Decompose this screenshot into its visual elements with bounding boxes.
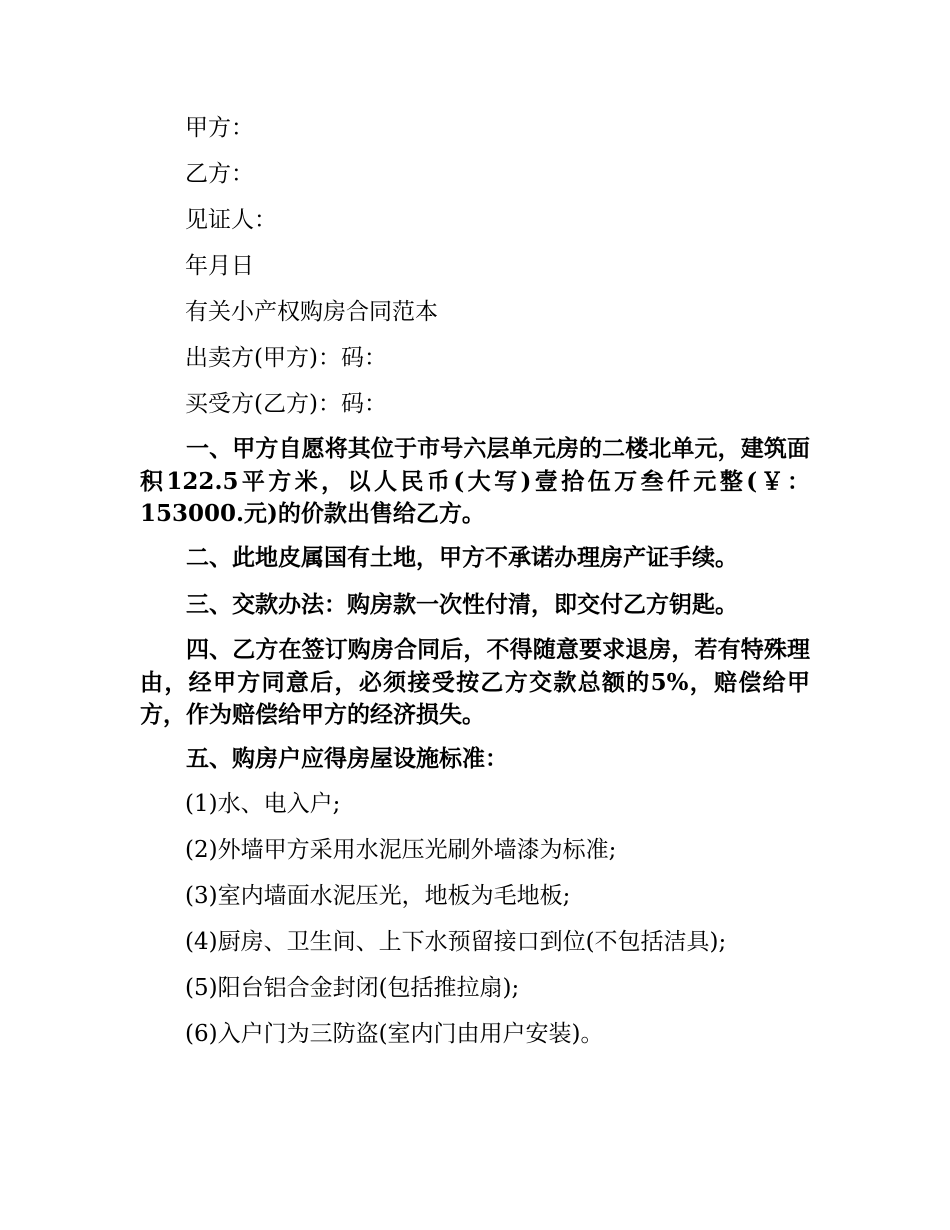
standard-item-3: (3)室内墙面水泥压光，地板为毛地板; (185, 883, 571, 909)
clause-3: 三、交款办法：购房款一次性付清，即交付乙方钥匙。 (186, 591, 738, 618)
buyer-line: 买受方(乙方)：码： (185, 391, 387, 417)
witness-line: 见证人： (185, 207, 277, 233)
standard-item-4: (4)厨房、卫生间、上下水预留接口到位(不包括洁具); (185, 929, 727, 955)
date-line: 年月日 (185, 253, 254, 279)
party-a-line: 甲方： (185, 115, 254, 141)
clause-4: 四、乙方在签订购房合同后，不得随意要求退房，若有特殊理由，经甲方同意后，必须接受按乙方交款总额的5%，赔偿给甲方，作为赔偿给甲方的经济损失。 (140, 636, 810, 728)
clause-5: 五、购房户应得房屋设施标准： (186, 745, 508, 772)
standard-item-6: (6)入户门为三防盗(室内门由用户安装)。 (185, 1021, 604, 1047)
standard-item-1: (1)水、电入户; (185, 791, 341, 817)
contract-title: 有关小产权购房合同范本 (185, 299, 438, 325)
clause-2: 二、此地皮属国有土地，甲方不承诺办理房产证手续。 (186, 544, 738, 571)
party-b-line: 乙方： (185, 161, 254, 187)
seller-line: 出卖方(甲方)：码： (185, 345, 387, 371)
clause-1: 一、甲方自愿将其位于市号六层单元房的二楼北单元，建筑面积122.5平方米，以人民币(大写)壹拾伍万叁仟元整(￥：153000.元)的价款出售给乙方。 (140, 435, 810, 527)
standard-item-2: (2)外墙甲方采用水泥压光刷外墙漆为标准; (185, 837, 617, 863)
standard-item-5: (5)阳台铝合金封闭(包括推拉扇); (185, 975, 520, 1001)
